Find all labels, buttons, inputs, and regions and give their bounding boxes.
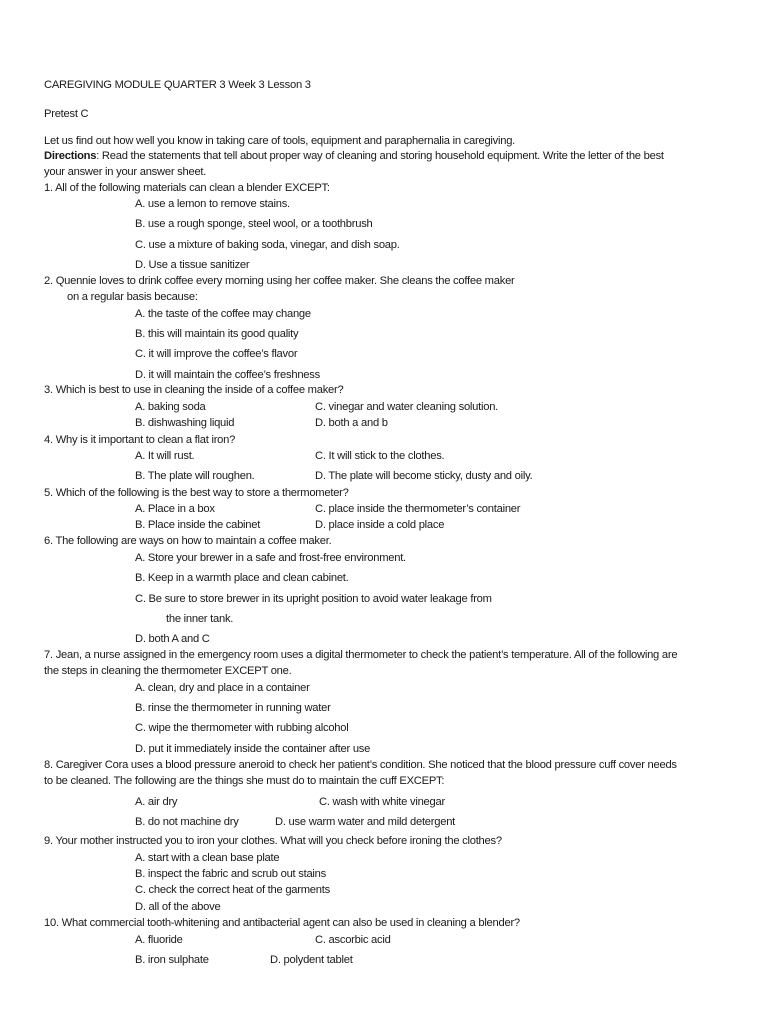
question-6-option-c: C. Be sure to store brewer in its upright position to avoid water leakage from <box>135 593 492 605</box>
question-3-stem: 3. Which is best to use in cleaning the inside of a coffee maker? <box>44 384 344 396</box>
module-title: CAREGIVING MODULE QUARTER 3 Week 3 Lesson 3 <box>44 79 311 91</box>
question-9-option-d: D. all of the above <box>135 901 221 913</box>
question-3-option-a: A. baking soda <box>135 401 206 413</box>
question-4-stem: 4. Why is it important to clean a flat iron? <box>44 434 236 446</box>
question-10-option-d: D. polydent tablet <box>270 954 353 966</box>
question-10-option-b: B. iron sulphate <box>135 954 209 966</box>
question-2-option-d: D. it will maintain the coffee’s freshness <box>135 369 320 381</box>
question-8-option-d: D. use warm water and mild detergent <box>275 816 456 828</box>
question-9-option-c: C. check the correct heat of the garments <box>135 884 330 896</box>
question-4-option-c: C. It will stick to the clothes. <box>315 450 445 462</box>
question-4-option-d: D. The plate will become sticky, dusty and oily. <box>315 470 533 482</box>
question-2-stem: 2. Quennie loves to drink coffee every morning using her coffee maker. She cleans the coffee maker <box>44 275 515 287</box>
question-10-stem: 10. What commercial tooth-whitening and antibacterial agent can also be used in cleaning a blender? <box>44 917 520 929</box>
question-3-option-c: C. vinegar and water cleaning solution. <box>315 401 499 413</box>
intro-text: Let us find out how well you know in taking care of tools, equipment and paraphernalia in caregiving. <box>44 135 516 147</box>
pretest-label: Pretest C <box>44 108 89 120</box>
question-8-stem-cont: to be cleaned. The following are the things she must do to maintain the cuff EXCEPT: <box>44 775 445 787</box>
question-6-option-b: B. Keep in a warmth place and clean cabinet. <box>135 572 349 584</box>
question-6-option-a: A. Store your brewer in a safe and frost-free environment. <box>135 552 406 564</box>
directions-line-1 <box>44 149 664 163</box>
question-5-option-a: A. Place in a box <box>135 503 215 515</box>
directions-label: Directions <box>44 150 97 162</box>
question-7-option-b: B. rinse the thermometer in running water <box>135 702 331 714</box>
question-5-option-c: C. place inside the thermometer’s container <box>315 503 521 515</box>
question-10-option-a: A. fluoride <box>135 934 183 946</box>
question-8-stem: 8. Caregiver Cora uses a blood pressure aneroid to check her patient’s condition. She noticed that the blood pressure cuff cover needs <box>44 759 677 771</box>
question-1-option-d: D. Use a tissue sanitizer <box>135 259 250 271</box>
question-5-option-b: B. Place inside the cabinet <box>135 519 261 531</box>
question-7-option-c: C. wipe the thermometer with rubbing alcohol <box>135 722 349 734</box>
question-4-option-b: B. The plate will roughen. <box>135 470 255 482</box>
question-5-option-d: D. place inside a cold place <box>315 519 445 531</box>
question-7-stem: 7. Jean, a nurse assigned in the emergency room uses a digital thermometer to check the patient’s temperature. All of the following are <box>44 649 678 661</box>
question-2-option-a: A. the taste of the coffee may change <box>135 308 311 320</box>
question-8-option-a: A. air dry <box>135 796 178 808</box>
question-1-option-c: C. use a mixture of baking soda, vinegar, and dish soap. <box>135 239 400 251</box>
question-4-option-a: A. It will rust. <box>135 450 195 462</box>
question-10-option-c: C. ascorbic acid <box>315 934 391 946</box>
question-1-option-b: B. use a rough sponge, steel wool, or a toothbrush <box>135 218 373 230</box>
question-9-option-b: B. inspect the fabric and scrub out stains <box>135 868 326 880</box>
directions-text: : Read the statements that tell about proper way of cleaning and storing household equipment. Write the letter of the best <box>96 150 664 162</box>
question-7-stem-cont: the steps in cleaning the thermometer EXCEPT one. <box>44 665 292 677</box>
question-1-option-a: A. use a lemon to remove stains. <box>135 198 290 210</box>
question-3-option-d: D. both a and b <box>315 417 388 429</box>
question-2-option-b: B. this will maintain its good quality <box>135 328 299 340</box>
question-8-option-b: B. do not machine dry <box>135 816 239 828</box>
question-6-option-c-cont: the inner tank. <box>166 613 234 625</box>
question-6-stem: 6. The following are ways on how to maintain a coffee maker. <box>44 535 332 547</box>
question-9-option-a: A. start with a clean base plate <box>135 852 280 864</box>
question-7-option-a: A. clean, dry and place in a container <box>135 682 310 694</box>
question-5-stem: 5. Which of the following is the best way to store a thermometer? <box>44 487 349 499</box>
question-2-option-c: C. it will improve the coffee’s flavor <box>135 348 298 360</box>
question-2-stem-cont: on a regular basis because: <box>67 291 198 303</box>
question-6-option-d: D. both A and C <box>135 633 210 645</box>
question-3-option-b: B. dishwashing liquid <box>135 417 235 429</box>
question-8-option-c: C. wash with white vinegar <box>319 796 445 808</box>
question-9-stem: 9. Your mother instructed you to iron your clothes. What will you check before ironing the clothes? <box>44 835 502 847</box>
question-7-option-d: D. put it immediately inside the container after use <box>135 743 371 755</box>
question-1-stem: 1. All of the following materials can clean a blender EXCEPT: <box>44 182 330 194</box>
directions-line-2: your answer in your answer sheet. <box>44 166 207 178</box>
